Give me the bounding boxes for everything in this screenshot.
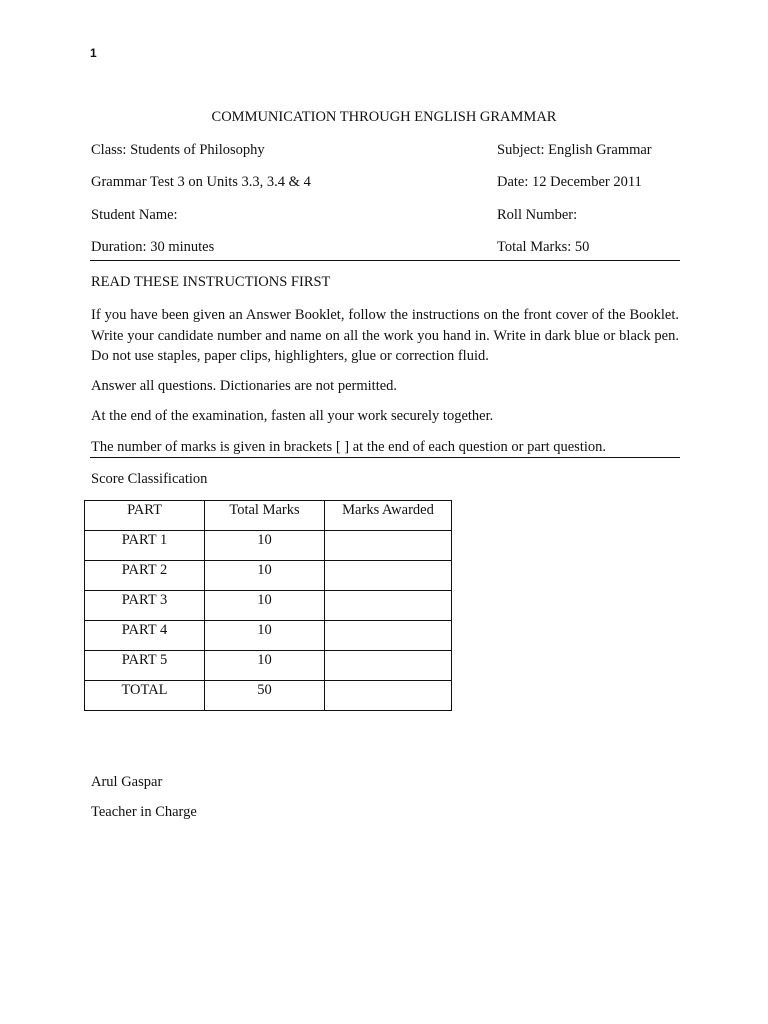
instructions-paragraph-1: If you have been given an Answer Booklet, follow the instructions on the front cover of the Booklet. Write your candidate number and name on all the work you hand in. Write in dark blue or black pen. Do not use staples, paper clips, highlighters, glue or correction fluid. bbox=[91, 307, 679, 364]
instructions-paragraph-4: The number of marks is given in brackets [ ] at the end of each question or part question. bbox=[91, 439, 606, 455]
table-cell: 10 bbox=[205, 591, 325, 621]
test-field: Grammar Test 3 on Units 3.3, 3.4 & 4 bbox=[91, 174, 311, 190]
score-table bbox=[84, 500, 452, 711]
table-row bbox=[85, 621, 452, 651]
table-cell bbox=[325, 591, 452, 621]
page-number: 1 bbox=[90, 46, 97, 60]
instructions-heading: READ THESE INSTRUCTIONS FIRST bbox=[91, 274, 331, 290]
table-cell: 50 bbox=[205, 681, 325, 711]
table-cell bbox=[325, 621, 452, 651]
student-name-field: Student Name: bbox=[91, 207, 178, 223]
table-row bbox=[85, 591, 452, 621]
table-row bbox=[85, 561, 452, 591]
table-cell: PART 2 bbox=[85, 561, 205, 591]
score-classification-label: Score Classification bbox=[91, 471, 208, 487]
table-cell: PART 1 bbox=[85, 531, 205, 561]
subject-field: Subject: English Grammar bbox=[497, 142, 652, 158]
duration-field: Duration: 30 minutes bbox=[91, 239, 215, 255]
table-header-cell: Marks Awarded bbox=[325, 501, 452, 531]
table-cell: 10 bbox=[205, 621, 325, 651]
signature-role: Teacher in Charge bbox=[91, 804, 197, 820]
table-header-row bbox=[85, 501, 452, 531]
table-cell bbox=[325, 681, 452, 711]
table-cell: TOTAL bbox=[85, 681, 205, 711]
table-row bbox=[85, 681, 452, 711]
signature-name: Arul Gaspar bbox=[91, 774, 163, 790]
document-title: COMMUNICATION THROUGH ENGLISH GRAMMAR bbox=[211, 109, 557, 125]
table-cell: 10 bbox=[205, 561, 325, 591]
instructions-paragraph-3: At the end of the examination, fasten all your work securely together. bbox=[91, 408, 494, 424]
table-header-cell: PART bbox=[85, 501, 205, 531]
table-row bbox=[85, 651, 452, 681]
table-cell: 10 bbox=[205, 531, 325, 561]
table-row bbox=[85, 531, 452, 561]
table-header-cell: Total Marks bbox=[205, 501, 325, 531]
class-field: Class: Students of Philosophy bbox=[91, 142, 265, 158]
table-cell: PART 3 bbox=[85, 591, 205, 621]
date-field: Date: 12 December 2011 bbox=[497, 174, 642, 190]
instructions-paragraph-2: Answer all questions. Dictionaries are not permitted. bbox=[91, 378, 398, 394]
total-marks-field: Total Marks: 50 bbox=[497, 239, 590, 255]
header-divider bbox=[90, 260, 680, 261]
table-cell: PART 4 bbox=[85, 621, 205, 651]
table-cell bbox=[325, 531, 452, 561]
instructions-divider bbox=[90, 457, 680, 458]
roll-number-field: Roll Number: bbox=[497, 207, 578, 223]
table-cell: 10 bbox=[205, 651, 325, 681]
table-cell bbox=[325, 561, 452, 591]
table-cell bbox=[325, 651, 452, 681]
table-cell: PART 5 bbox=[85, 651, 205, 681]
